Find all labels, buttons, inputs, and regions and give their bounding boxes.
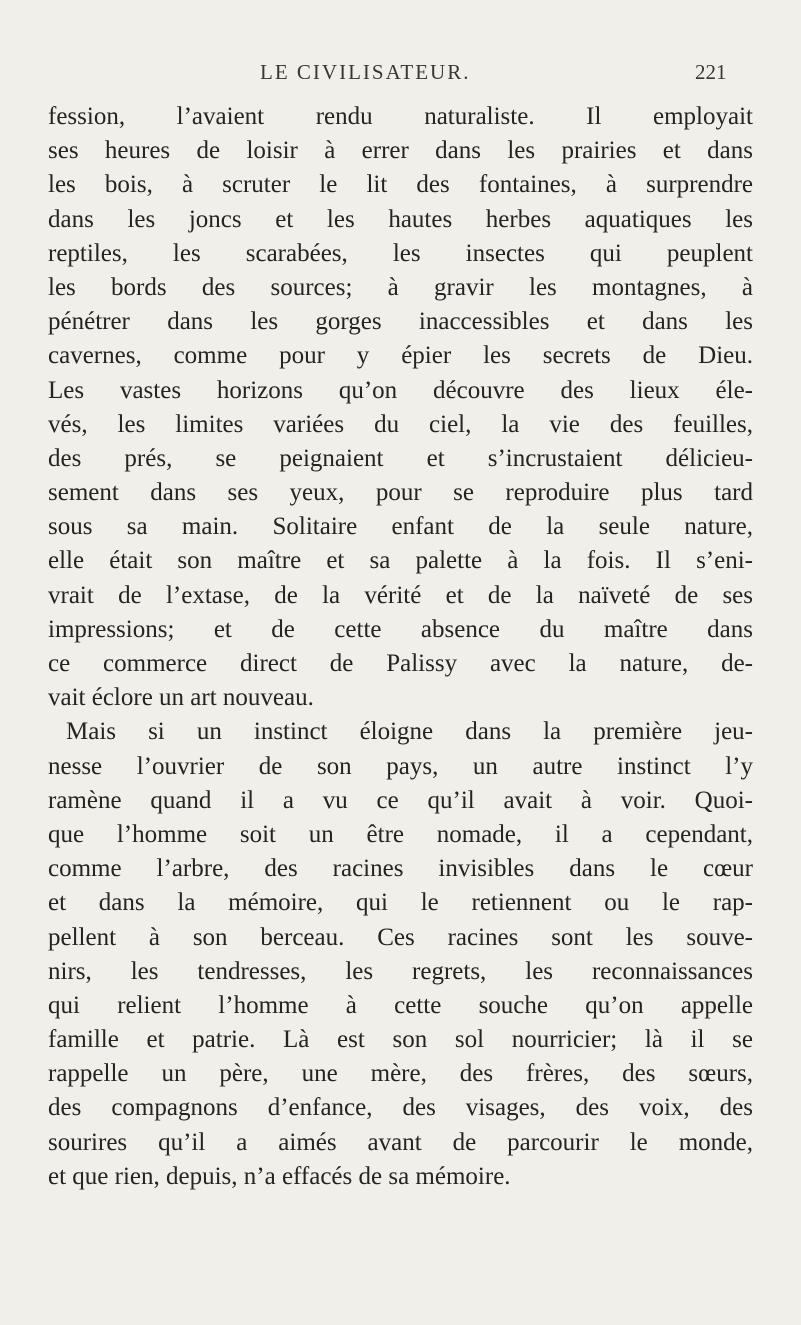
- body-text: [48, 100, 753, 1194]
- text-line: rappelle un père, une mère, des frères, des sœurs,: [48, 1060, 753, 1088]
- text-line: Les vastes horizons qu’on découvre des lieux éle-: [48, 376, 753, 404]
- text-line: nesse l’ouvrier de son pays, un autre instinct l’y: [48, 752, 753, 780]
- page-number: 221: [695, 60, 727, 84]
- paragraph-end-line: vait éclore un art nouveau.: [48, 684, 314, 712]
- paragraph-start-line: Mais si un instinct éloigne dans la première jeu-: [66, 718, 753, 746]
- text-line: dans les joncs et les hautes herbes aquatiques les: [48, 205, 753, 233]
- text-line: qui relient l’homme à cette souche qu’on appelle: [48, 991, 753, 1019]
- text-line: ses heures de loisir à errer dans les prairies et dans: [48, 137, 753, 165]
- text-line: les bois, à scruter le lit des fontaines, à surprendre: [48, 171, 753, 199]
- text-line: pellent à son berceau. Ces racines sont les souve-: [48, 923, 753, 951]
- text-line: et dans la mémoire, qui le retiennent ou le rap-: [48, 889, 753, 917]
- text-line: comme l’arbre, des racines invisibles dans le cœur: [48, 855, 753, 883]
- text-line: famille et patrie. Là est son sol nourricier; là il se: [48, 1026, 753, 1054]
- text-line: vrait de l’extase, de la vérité et de la naïveté de ses: [48, 581, 753, 609]
- text-line: ramène quand il a vu ce qu’il avait à voir. Quoi-: [48, 786, 753, 814]
- text-line: elle était son maître et sa palette à la fois. Il s’eni-: [48, 547, 753, 575]
- text-line: fession, l’avaient rendu naturaliste. Il employait: [48, 103, 753, 130]
- text-line: ce commerce direct de Palissy avec la nature, de-: [48, 650, 753, 677]
- text-line: sous sa main. Solitaire enfant de la seule nature,: [48, 513, 753, 541]
- page-header: [0, 60, 801, 90]
- text-line: les bords des sources; à gravir les montagnes, à: [48, 273, 753, 301]
- text-line: des prés, se peignaient et s’incrustaient délicieu-: [48, 444, 753, 472]
- text-line: impressions; et de cette absence du maître dans: [48, 615, 753, 643]
- text-line: cavernes, comme pour y épier les secrets de Dieu.: [48, 342, 753, 370]
- text-line: reptiles, les scarabées, les insectes qui peuplent: [48, 239, 753, 267]
- text-line: et que rien, depuis, n’a effacés de sa mémoire.: [48, 1162, 511, 1190]
- text-line: des compagnons d’enfance, des visages, des voix, des: [48, 1094, 753, 1122]
- text-line: nirs, les tendresses, les regrets, les reconnaissances: [48, 957, 753, 985]
- text-line: vés, les limites variées du ciel, la vie des feuilles,: [48, 410, 753, 438]
- text-line: que l’homme soit un être nomade, il a cependant,: [48, 820, 753, 848]
- running-title: LE CIVILISATEUR.: [260, 60, 471, 84]
- text-line: sourires qu’il a aimés avant de parcourir le monde,: [48, 1128, 753, 1156]
- text-line: sement dans ses yeux, pour se reproduire plus tard: [48, 479, 753, 507]
- text-line: pénétrer dans les gorges inaccessibles et dans les: [48, 308, 753, 336]
